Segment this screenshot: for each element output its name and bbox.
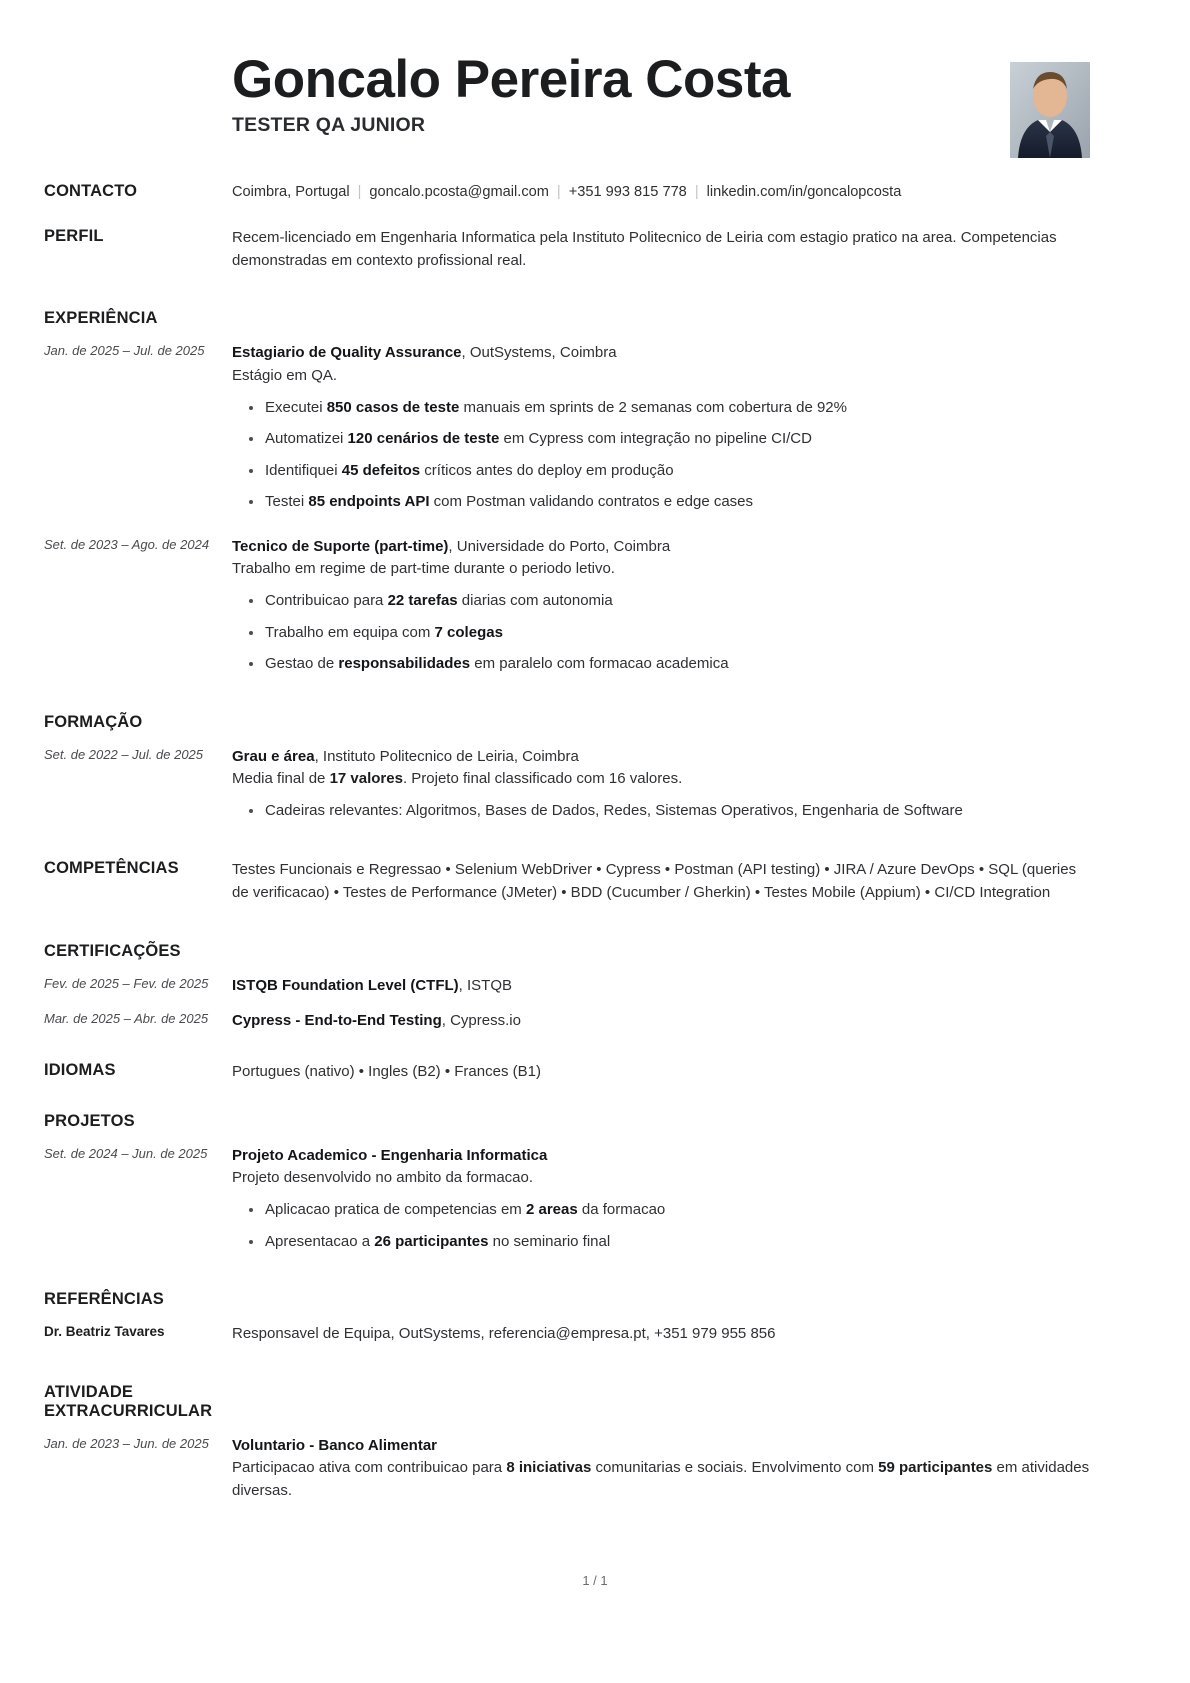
header-text-block [232,52,990,137]
bullet-bold: 45 defeitos [341,461,421,479]
page-footer [0,1573,1190,1588]
avatar-image [1010,62,1090,158]
certification-daterange: Fev. de 2025 – Fev. de 2025 [44,975,209,991]
education-entry [0,746,1190,823]
extracurricular-desc-3: em atividades diversas. [232,1459,1090,1500]
experience-job-title: Tecnico de Suporte (part-time) [232,537,449,555]
extracurricular-title-line [232,1435,1090,1458]
contact-email[interactable]: goncalo.pcosta@gmail.com [369,184,549,200]
experience-title-line [232,536,1090,559]
reference-name-col [44,1323,232,1341]
experience-entry [0,342,1190,513]
bullet-bold: 850 casos de teste [326,398,460,416]
experience-bullet-list [232,590,1090,676]
certification-issuer: , ISTQB [458,976,512,994]
experience-body-col [232,342,1090,513]
bullet-pre: Aplicacao pratica de competencias em [265,1201,526,1219]
extracurricular-daterange: Jan. de 2023 – Jun. de 2025 [44,1435,209,1451]
bullet-pre: Trabalho em equipa com [265,623,435,641]
experience-subtitle: Estágio em QA. [232,366,338,384]
list-item [265,653,1090,676]
certifications-label-col [44,942,232,961]
references-section-heading [0,1290,1190,1309]
contact-phone[interactable]: +351 993 815 778 [568,184,687,200]
section-label-contacto: CONTACTO [44,182,138,200]
languages-section [0,1061,1190,1084]
extracurricular-entry [0,1435,1190,1503]
contact-section [0,182,1190,204]
skills-section [0,859,1190,905]
section-label-formacao: FORMAÇÃO [44,712,143,731]
project-name: Projeto Academico - Engenharia Informatica [232,1146,548,1164]
experience-company-meta: , OutSystems, Coimbra [461,344,617,362]
bullet-pre: Identifiquei [265,461,342,479]
bullet-post: manuais em sprints de 2 semanas com cobertura de 92% [459,398,847,416]
project-subtitle: Projeto desenvolvido no ambito da formacao. [232,1169,534,1187]
bullet-bold: 7 colegas [434,623,503,641]
education-label-col [44,713,232,732]
experience-title-line [232,342,1090,365]
section-label-competencias: COMPETÊNCIAS [44,859,179,878]
contact-location: Coimbra, Portugal [232,184,350,200]
bullet-post: no seminario final [488,1232,611,1250]
education-date-col [44,746,232,764]
profile-section [0,227,1190,273]
certification-title-line [232,1010,1090,1033]
contact-divider-1: | [357,184,362,200]
section-label-atividade-extracurricular: ATIVIDADE EXTRACURRICULAR [44,1382,213,1420]
extracurricular-desc-2: comunitarias e sociais. Envolvimento com [591,1459,879,1477]
experience-subtitle: Trabalho em regime de part-time durante o periodo letivo. [232,560,615,578]
skills-list: Testes Funcionais e Regressao • Selenium WebDriver • Cypress • Postman (API testing) • JIRA / Azure DevOps • SQL (queries de verificacao) • Testes de Performance (JMeter) • BDD (Cucumber / Gherkin) • Testes Mobile (Appium) • CI/CD Integration [232,861,1077,902]
reference-body-col [232,1323,1090,1346]
certification-issuer: , Cypress.io [441,1012,521,1030]
education-daterange: Set. de 2022 – Jul. de 2025 [44,746,204,762]
bullet-pre: Apresentacao a [265,1232,375,1250]
contact-line [232,182,1090,204]
section-label-projetos: PROJETOS [44,1111,135,1130]
experience-company-meta: , Universidade do Porto, Coimbra [448,537,671,555]
list-item [265,1199,1090,1222]
experience-daterange: Set. de 2023 – Ago. de 2024 [44,536,210,552]
bullet-post: diarias com autonomia [457,592,613,610]
education-body-col [232,746,1090,823]
languages-label-col [44,1061,232,1080]
experience-bullet-list [232,397,1090,514]
extracurricular-body-col [232,1435,1090,1503]
bullet-post: com Postman validando contratos e edge cases [429,493,754,511]
certifications-section-heading [0,942,1190,961]
profile-summary: Recem-licenciado em Engenharia Informatica pela Instituto Politecnico de Leiria com estagio pratico na area. Competencias demonstradas em contexto profissional real. [232,228,1057,269]
bullet-pre: Executei [265,398,327,416]
project-body-col [232,1145,1090,1253]
bullet-pre: Gestao de [265,655,339,673]
extracurricular-label-col [44,1383,232,1421]
list-item [265,491,1090,514]
list-item [265,622,1090,645]
list-item [265,800,1090,823]
project-entry [0,1145,1190,1253]
education-detail-post: . Projeto final classificado com 16 valores. [402,770,683,788]
projects-label-col [44,1112,232,1131]
education-detail-pre: Media final de [232,770,330,788]
section-label-experiencia: EXPERIÊNCIA [44,309,158,328]
certification-body-col [232,975,1090,998]
certification-name: ISTQB Foundation Level (CTFL) [232,976,459,994]
project-bullet-list [232,1199,1090,1253]
contact-linkedin[interactable]: linkedin.com/in/goncalopcosta [706,184,902,200]
education-bullet-list [232,800,1090,823]
extracurricular-role: Voluntario - Banco Alimentar [232,1436,438,1454]
experience-job-title: Estagiario de Quality Assurance [232,344,462,362]
languages-list: Portugues (nativo) • Ingles (B2) • Frances (B1) [232,1062,541,1080]
section-label-certificacoes: CERTIFICAÇÕES [44,941,181,960]
skills-label-col [44,859,232,878]
education-detail [232,768,1090,791]
project-title-line [232,1145,1090,1168]
education-title-line [232,746,1090,769]
reference-details: Responsavel de Equipa, OutSystems, referencia@empresa.pt, +351 979 955 856 [232,1325,776,1343]
education-detail-bold: 17 valores [329,770,403,788]
bullet-bold: 22 tarefas [387,592,458,610]
experience-date-col [44,536,232,554]
contact-divider-2: | [556,184,561,200]
bullet-bold: 26 participantes [374,1232,489,1250]
experience-label-col [44,309,232,328]
page-indicator: 1 / 1 [582,1573,608,1588]
extracurricular-section-heading [0,1383,1190,1421]
project-daterange: Set. de 2024 – Jun. de 2025 [44,1145,208,1161]
contact-divider-3: | [694,184,699,200]
experience-entry [0,536,1190,676]
extracurricular-date-col [44,1435,232,1453]
bullet-post: críticos antes do deploy em produção [420,461,674,479]
list-item [265,1231,1090,1254]
skills-values-col [232,859,1090,905]
certification-entry [0,1010,1190,1033]
resume-header [0,0,1190,158]
experience-daterange: Jan. de 2025 – Jul. de 2025 [44,343,205,359]
contact-label-col [44,182,232,201]
certification-name: Cypress - End-to-End Testing [232,1012,442,1030]
profile-label-col [44,227,232,246]
education-section-heading [0,713,1190,732]
education-degree: Grau e área [232,747,315,765]
project-date-col [44,1145,232,1163]
bullet-pre: Cadeiras relevantes: Algoritmos, Bases de Dados, Redes, Sistemas Operativos, Engenharia de Software [265,801,963,819]
bullet-post: em Cypress com integração no pipeline CI/CD [499,430,812,448]
list-item [265,428,1090,451]
extracurricular-desc-bold-1: 8 iniciativas [506,1459,592,1477]
bullet-pre: Testei [265,493,309,511]
certification-title-line [232,975,1090,998]
job-title-subtitle: TESTER QA JUNIOR [232,113,426,136]
section-label-idiomas: IDIOMAS [44,1060,116,1079]
bullet-bold: 120 cenários de teste [347,430,500,448]
page-title: Goncalo Pereira Costa [232,50,790,109]
experience-body-col [232,536,1090,676]
extracurricular-description [232,1457,1090,1503]
references-label-col [44,1290,232,1309]
bullet-pre: Contribuicao para [265,592,388,610]
languages-values-col [232,1061,1090,1084]
list-item [265,397,1090,420]
certification-daterange: Mar. de 2025 – Abr. de 2025 [44,1011,209,1027]
experience-section-heading [0,309,1190,328]
section-label-referencias: REFERÊNCIAS [44,1290,164,1309]
experience-date-col [44,342,232,360]
section-label-perfil: PERFIL [44,226,104,245]
bullet-post: da formacao [577,1201,666,1219]
bullet-post: em paralelo com formacao academica [470,655,729,673]
projects-section-heading [0,1112,1190,1131]
list-item [265,590,1090,613]
bullet-bold: responsabilidades [338,655,471,673]
list-item [265,460,1090,483]
certification-date-col [44,975,232,993]
profile-text-col [232,227,1090,273]
bullet-bold: 2 areas [525,1201,578,1219]
extracurricular-desc-bold-2: 59 participantes [878,1459,993,1477]
avatar [1010,62,1090,158]
extracurricular-desc-1: Participacao ativa com contribuicao para [232,1459,507,1477]
bullet-bold: 85 endpoints API [308,493,430,511]
education-institution-meta: , Instituto Politecnico de Leiria, Coimbra [314,747,579,765]
reference-entry [0,1323,1190,1346]
reference-person-name: Dr. Beatriz Tavares [44,1324,165,1340]
contact-values-col [232,182,1090,204]
certification-body-col [232,1010,1090,1033]
certification-date-col [44,1010,232,1028]
certification-entry [0,975,1190,998]
bullet-pre: Automatizei [265,430,348,448]
